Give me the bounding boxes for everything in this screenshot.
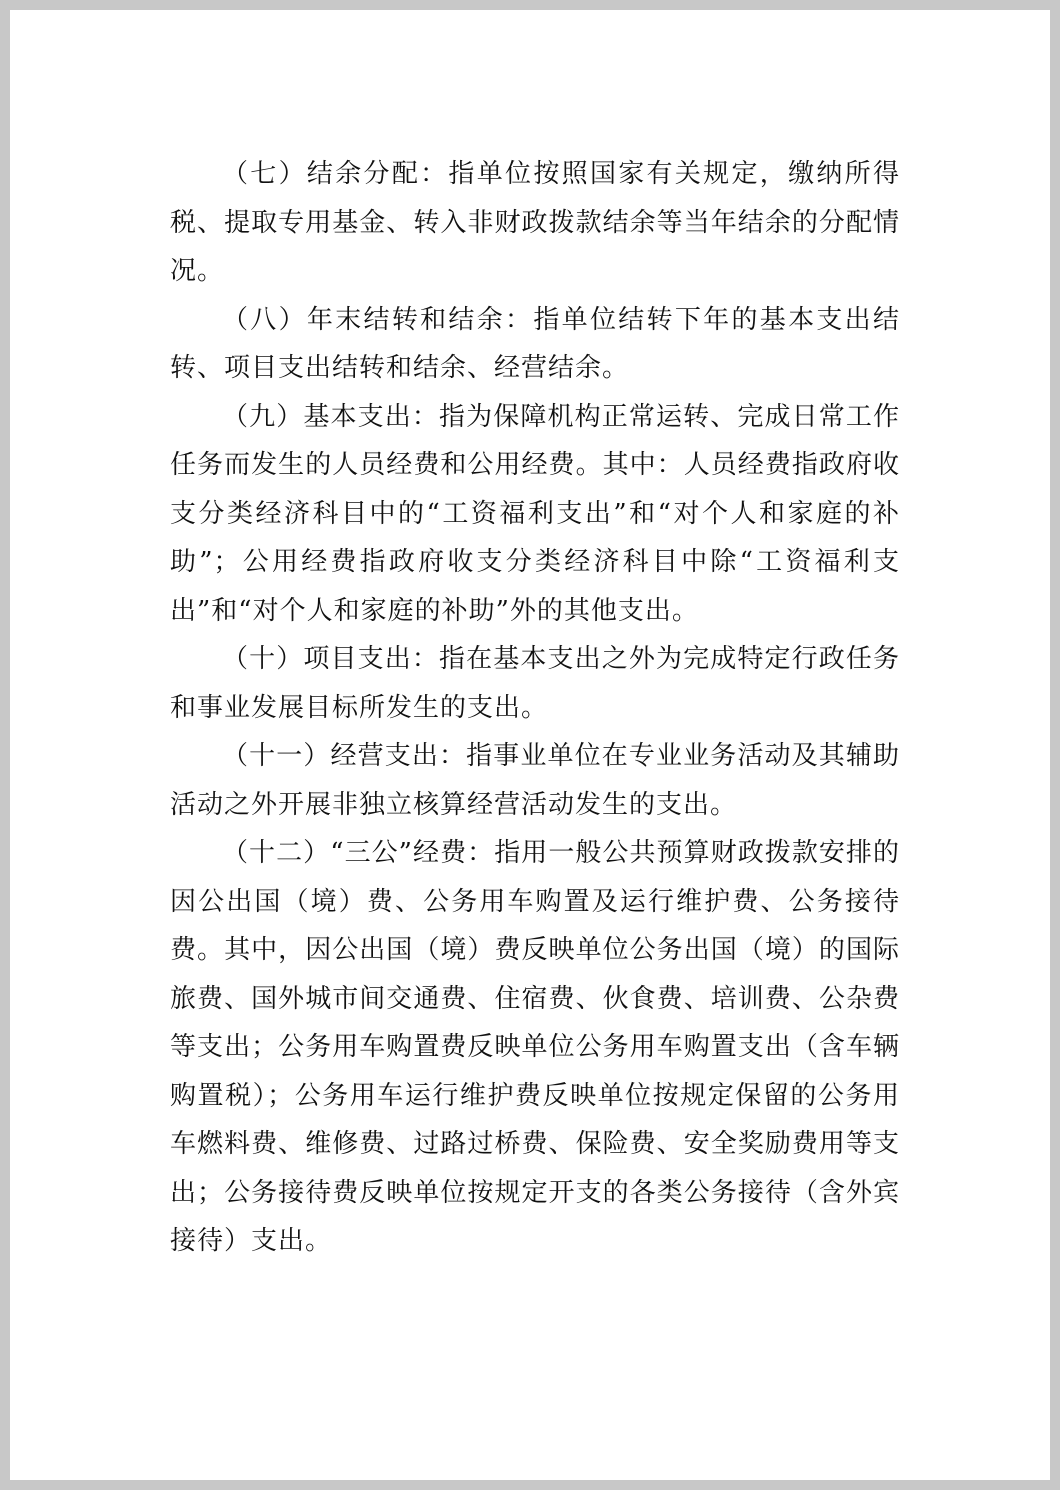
paragraph-basic-expenditure: （九）基本支出：指为保障机构正常运转、完成日常工作任务而发生的人员经费和公用经费。其中：人员经费指政府收支分类经济科目中的“工资福利支出”和“对个人和家庭的补助”；公用经费指政府收支分类经济科目中除“工资福利支出”和“对个人和家庭的补助”外的其他支出。 — [170, 401, 900, 626]
document-body — [170, 150, 900, 1266]
paragraph-year-end-carryover: （八）年末结转和结余：指单位结转下年的基本支出结转、项目支出结转和结余、经营结余。 — [170, 304, 900, 383]
document-page — [10, 10, 1050, 1480]
paragraph-three-public-expenses: （十二）“三公”经费：指用一般公共预算财政拨款安排的因公出国（境）费、公务用车购置及运行维护费、公务接待费。其中，因公出国（境）费反映单位公务出国（境）的国际旅费、国外城市间交通费、住宿费、伙食费、培训费、公杂费等支出；公务用车购置费反映单位公务用车购置支出（含车辆购置税）；公务用车运行维护费反映单位按规定保留的公务用车燃料费、维修费、过路过桥费、保险费、安全奖励费用等支出；公务接待费反映单位按规定开支的各类公务接待（含外宾接待）支出。 — [170, 838, 900, 1256]
paragraph-balance-distribution: （七）结余分配：指单位按照国家有关规定，缴纳所得税、提取专用基金、转入非财政拨款结余等当年结余的分配情况。 — [170, 159, 900, 286]
paragraph-project-expenditure: （十）项目支出：指在基本支出之外为完成特定行政任务和事业发展目标所发生的支出。 — [170, 644, 900, 723]
paragraph-operating-expenditure: （十一）经营支出：指事业单位在专业业务活动及其辅助活动之外开展非独立核算经营活动发生的支出。 — [170, 741, 900, 820]
